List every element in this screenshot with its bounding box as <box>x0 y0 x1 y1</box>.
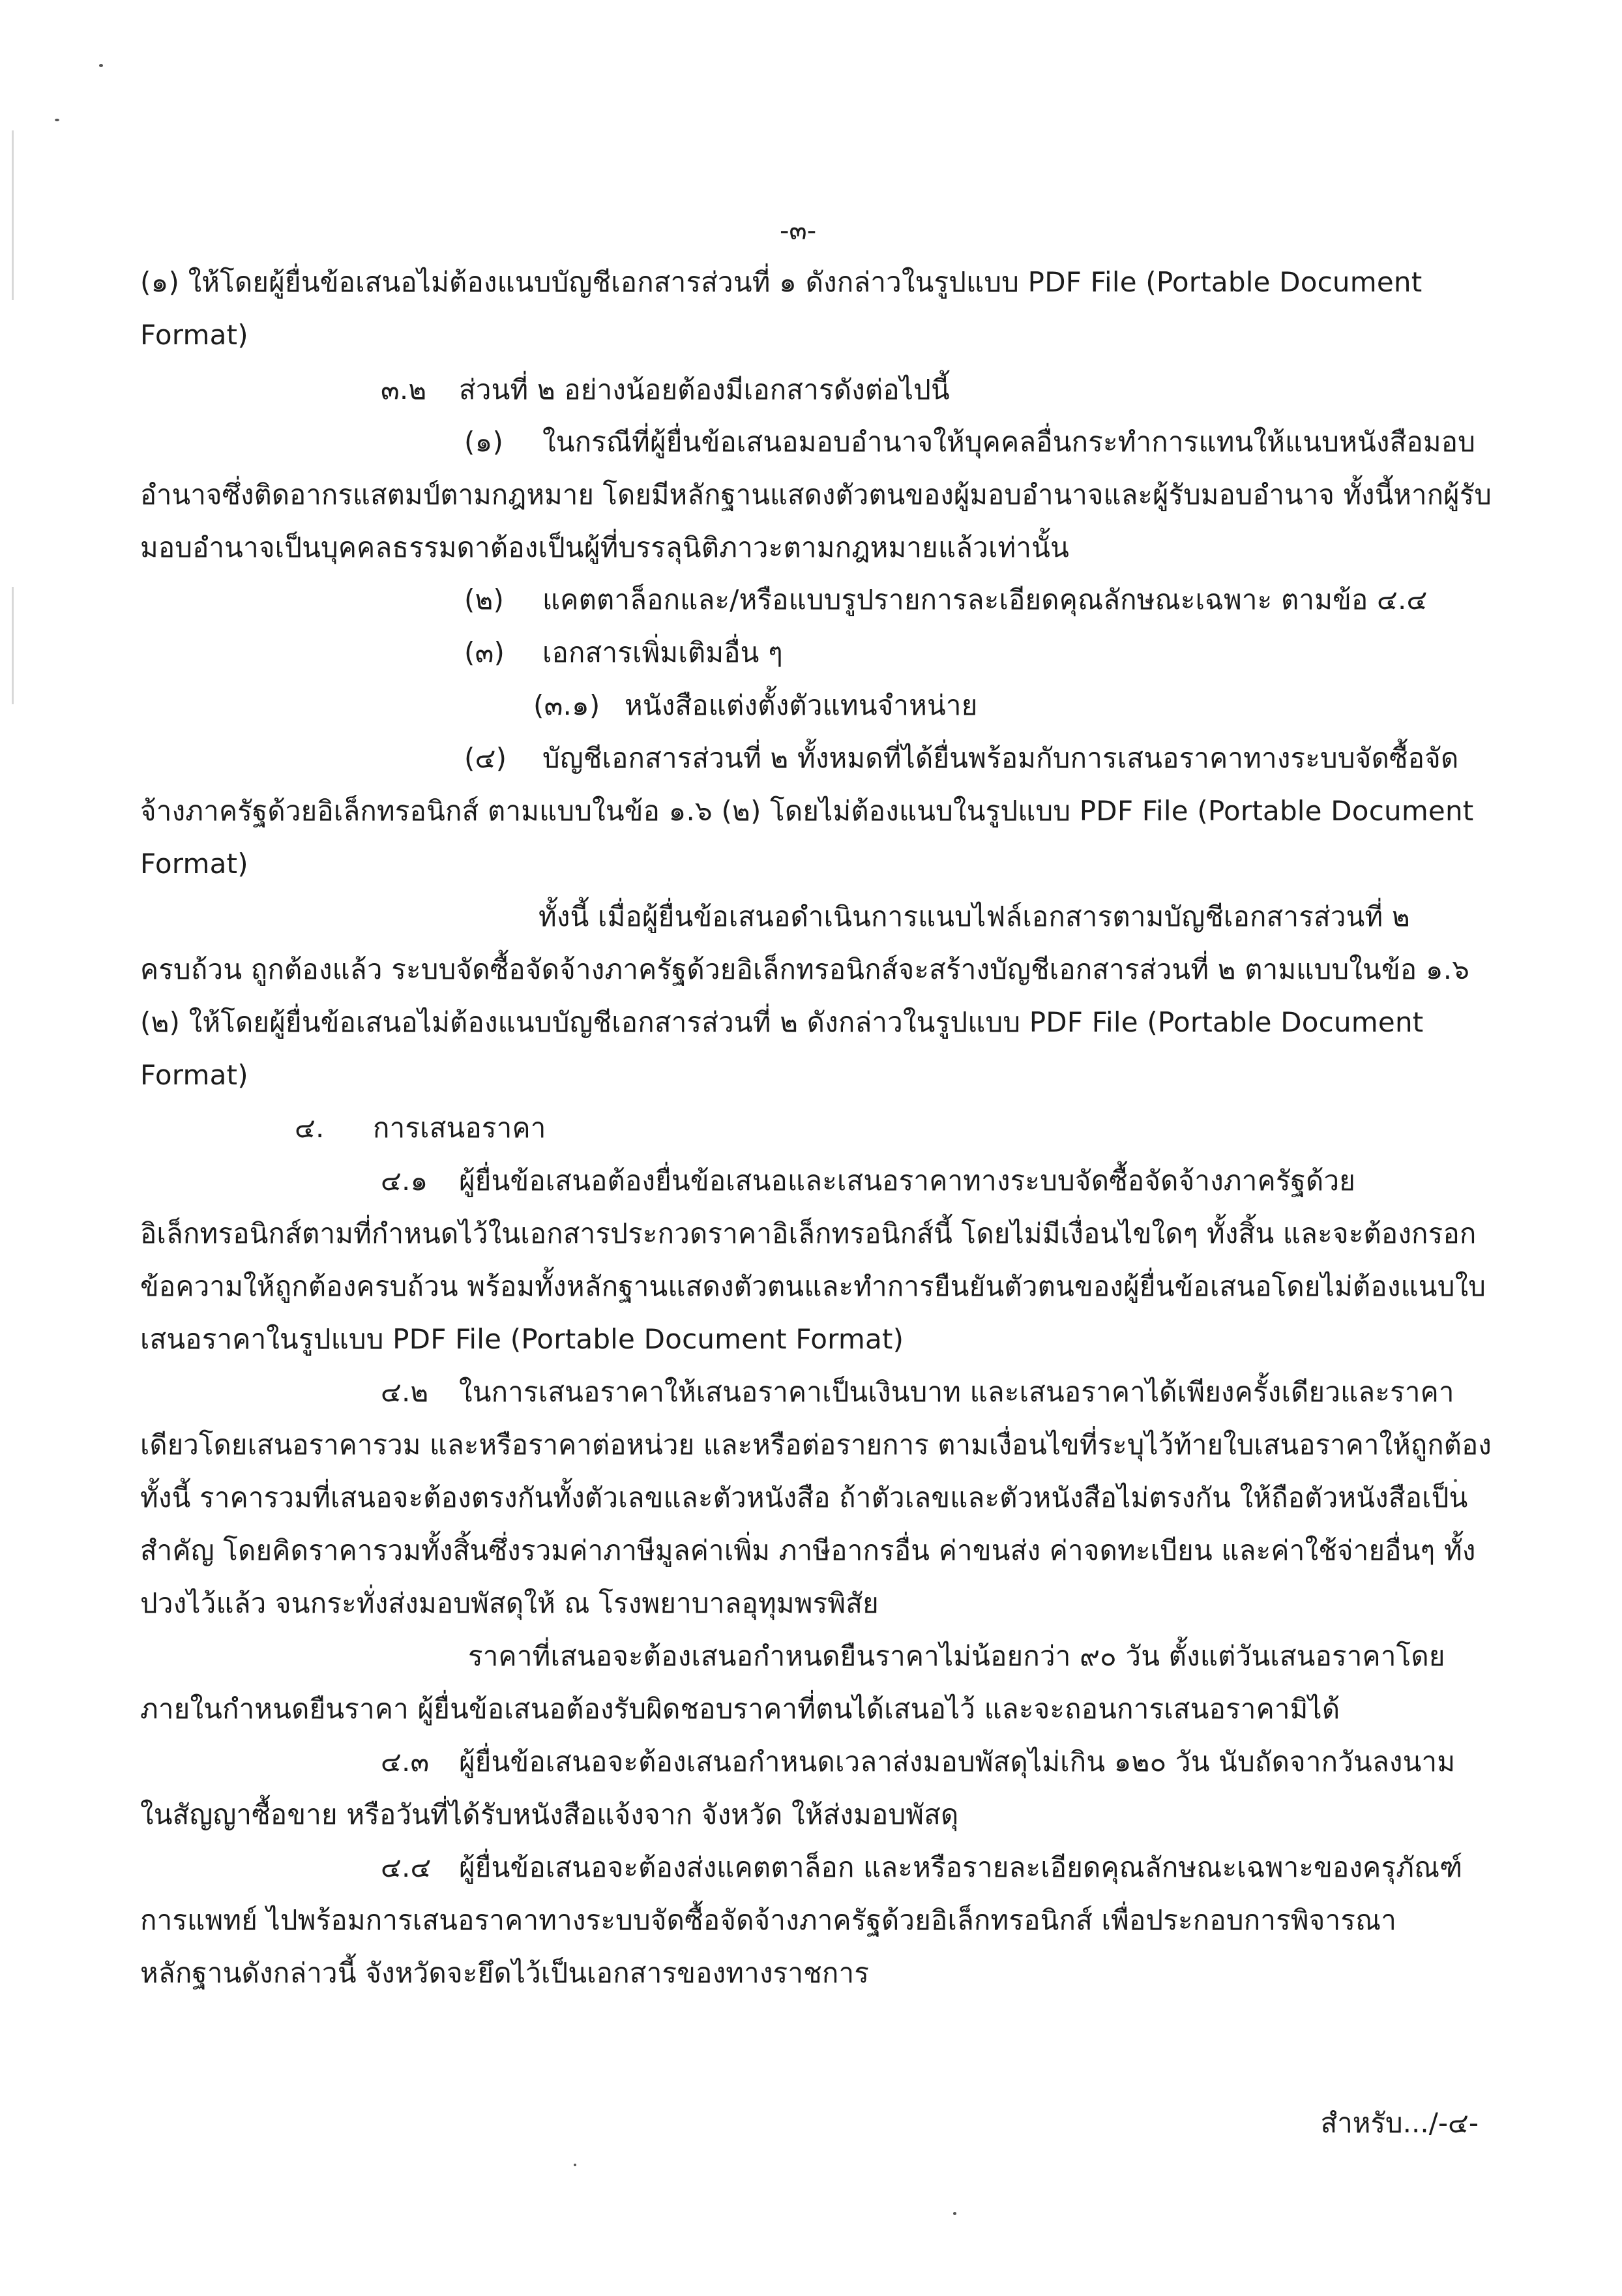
scan-speck <box>574 2164 576 2166</box>
item-number: (๓.๑) <box>533 689 600 721</box>
list-item <box>533 687 978 724</box>
text-line: ปวงไว้แล้ว จนกระทั่งส่งมอบพัสดุให้ ณ โรงพยาบาลอุทุมพรพิสัย <box>140 1587 879 1619</box>
item-text: เอกสารเพิ่มเติมอื่น ๆ <box>542 636 783 668</box>
clause-text: ในการเสนอราคาให้เสนอราคาเป็นเงินบาท และเสนอราคาได้เพียงครั้งเดียวและราคา <box>459 1376 1454 1408</box>
continuation-marker: สำหรับ.../-๔- <box>1320 2107 1479 2139</box>
section-heading-4 <box>295 1110 546 1146</box>
text-line: Format) <box>140 848 248 880</box>
page-number: -๓- <box>780 216 817 246</box>
scan-speck <box>99 64 103 67</box>
scan-edge-mark <box>12 130 14 300</box>
clause-number: ๔.๑ <box>381 1165 428 1197</box>
text-line: อำนาจซึ่งติดอากรแสตมป์ตามกฎหมาย โดยมีหลักฐานแสดงตัวตนของผู้มอบอำนาจและผู้รับมอบอำนาจ ทั้งนี้หากผู้รับ <box>140 479 1492 511</box>
clause-number: ๔.๒ <box>381 1376 429 1408</box>
text-line: หลักฐานดังกล่าวนี้ จังหวัดจะยึดไว้เป็นเอกสารของทางราชการ <box>140 1957 870 1989</box>
text-line: การแพทย์ ไปพร้อมการเสนอราคาทางระบบจัดซื้อจัดจ้างภาครัฐด้วยอิเล็กทรอนิกส์ เพื่อประกอบการพิจารณา <box>140 1904 1397 1936</box>
section-title: ส่วนที่ ๒ อย่างน้อยต้องมีเอกสารดังต่อไปนี้ <box>459 374 950 406</box>
text-line: มอบอำนาจเป็นบุคคลธรรมดาต้องเป็นผู้ที่บรรลุนิติภาวะตามกฎหมายแล้วเท่านั้น <box>140 531 1070 563</box>
section-title: การเสนอราคา <box>373 1112 546 1144</box>
list-item <box>464 424 1475 460</box>
clause-4-2 <box>381 1374 1454 1410</box>
section-number: ๔. <box>295 1112 325 1144</box>
text-line: ในสัญญาซื้อขาย หรือวันที่ได้รับหนังสือแจ้งจาก จังหวัด ให้ส่งมอบพัสดุ <box>140 1798 959 1830</box>
text-line: สำคัญ โดยคิดราคารวมทั้งสิ้นซึ่งรวมค่าภาษีมูลค่าเพิ่ม ภาษีอากรอื่น ค่าขนส่ง ค่าจดทะเบียน และค่าใช้จ่ายอื่นๆ ทั้ง <box>140 1534 1476 1566</box>
clause-4-1 <box>381 1163 1355 1199</box>
text-line: จ้างภาครัฐด้วยอิเล็กทรอนิกส์ ตามแบบในข้อ ๑.๖ (๒) โดยไม่ต้องแนบในรูปแบบ PDF File (Portable Document <box>140 795 1474 827</box>
text-line: อิเล็กทรอนิกส์ตามที่กำหนดไว้ในเอกสารประกวดราคาอิเล็กทรอนิกส์นี้ โดยไม่มีเงื่อนไขใดๆ ทั้งสิ้น และจะต้องกรอก <box>140 1217 1477 1249</box>
scan-speck <box>953 2212 956 2215</box>
clause-number: ๔.๓ <box>381 1746 430 1778</box>
scan-edge-mark <box>12 587 14 704</box>
text-line: ภายในกำหนดยืนราคา ผู้ยื่นข้อเสนอต้องรับผิดชอบราคาที่ตนได้เสนอไว้ และจะถอนการเสนอราคามิได้ <box>140 1693 1340 1725</box>
section-number: ๓.๒ <box>381 374 427 406</box>
item-text: บัญชีเอกสารส่วนที่ ๒ ทั้งหมดที่ได้ยื่นพร้อมกับการเสนอราคาทางระบบจัดซื้อจัด <box>542 742 1459 774</box>
item-number: (๑) <box>464 426 504 458</box>
text-line: (๑) ให้โดยผู้ยื่นข้อเสนอไม่ต้องแนบบัญชีเอกสารส่วนที่ ๑ ดังกล่าวในรูปแบบ PDF File (Portable Document <box>140 266 1423 298</box>
clause-number: ๔.๔ <box>381 1851 432 1883</box>
scan-speck <box>55 119 59 121</box>
item-number: (๒) <box>464 584 505 616</box>
clause-text: ผู้ยื่นข้อเสนอจะต้องส่งแคตตาล็อก และหรือรายละเอียดคุณลักษณะเฉพาะของครุภัณฑ์ <box>459 1851 1463 1883</box>
text-line: ทั้งนี้ เมื่อผู้ยื่นข้อเสนอดำเนินการแนบไฟล์เอกสารตามบัญชีเอกสารส่วนที่ ๒ <box>538 901 1410 932</box>
text-line: ครบถ้วน ถูกต้องแล้ว ระบบจัดซื้อจัดจ้างภาครัฐด้วยอิเล็กทรอนิกส์จะสร้างบัญชีเอกสารส่วนที่ ๒ ตามแบบในข้อ ๑.๖ <box>140 953 1470 985</box>
item-text: แคตตาล็อกและ/หรือแบบรูปรายการละเอียดคุณลักษณะเฉพาะ ตามข้อ ๔.๔ <box>542 584 1428 616</box>
text-line: ทั้งนี้ ราคารวมที่เสนอจะต้องตรงกันทั้งตัวเลขและตัวหนังสือ ถ้าตัวเลขและตัวหนังสือไม่ตรงกัน ให้ถือตัวหนังสือเป็น <box>140 1482 1468 1513</box>
item-number: (๔) <box>464 742 507 774</box>
list-item <box>464 582 1428 618</box>
clause-4-3 <box>381 1744 1455 1780</box>
text-line: (๒) ให้โดยผู้ยื่นข้อเสนอไม่ต้องแนบบัญชีเอกสารส่วนที่ ๒ ดังกล่าวในรูปแบบ PDF File (Portable Document <box>140 1006 1424 1038</box>
text-line: ข้อความให้ถูกต้องครบถ้วน พร้อมทั้งหลักฐานแสดงตัวตนและทำการยืนยันตัวตนของผู้ยื่นข้อเสนอโดยไม่ต้องแนบใบ <box>140 1270 1486 1302</box>
text-line: ราคาที่เสนอจะต้องเสนอกำหนดยืนราคาไม่น้อยกว่า ๙๐ วัน ตั้งแต่วันเสนอราคาโดย <box>468 1640 1445 1672</box>
text-line: Format) <box>140 1059 248 1091</box>
list-item <box>464 634 783 671</box>
list-item <box>464 740 1458 777</box>
item-text: หนังสือแต่งตั้งตัวแทนจำหน่าย <box>625 689 978 721</box>
section-heading-3-2 <box>381 372 950 408</box>
clause-4-4 <box>381 1849 1462 1886</box>
item-text: ในกรณีที่ผู้ยื่นข้อเสนอมอบอำนาจให้บุคคลอื่นกระทำการแทนให้แนบหนังสือมอบ <box>542 426 1476 458</box>
clause-text: ผู้ยื่นข้อเสนอจะต้องเสนอกำหนดเวลาส่งมอบพัสดุไม่เกิน ๑๒๐ วัน นับถัดจากวันลงนาม <box>459 1746 1456 1778</box>
item-number: (๓) <box>464 636 505 668</box>
clause-text: ผู้ยื่นข้อเสนอต้องยื่นข้อเสนอและเสนอราคาทางระบบจัดซื้อจัดจ้างภาครัฐด้วย <box>459 1165 1356 1197</box>
text-line: เสนอราคาในรูปแบบ PDF File (Portable Document Format) <box>140 1323 904 1355</box>
text-line: เดียวโดยเสนอราคารวม และหรือราคาต่อหน่วย และหรือต่อรายการ ตามเงื่อนไขที่ระบุไว้ท้ายใบเสนอราคาให้ถูกต้อง <box>140 1429 1492 1461</box>
text-line: Format) <box>140 319 248 351</box>
